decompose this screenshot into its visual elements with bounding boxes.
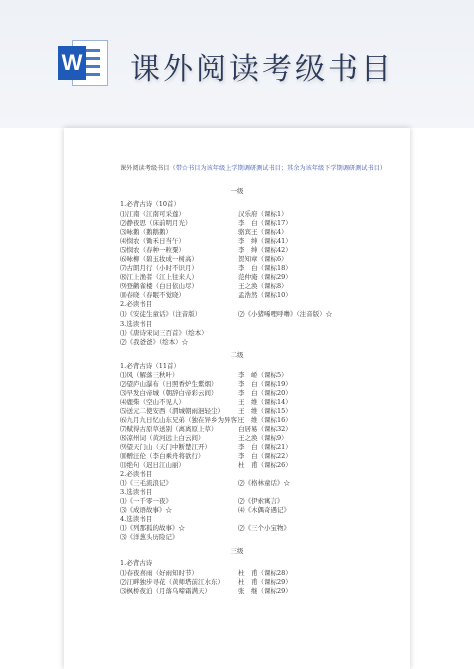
poem-author: 孟浩然（课标10）: [238, 291, 292, 299]
section-heading: 2.必读书目: [120, 470, 153, 478]
poem-title: ⑽春晓（春眠不觉晓）: [120, 291, 185, 299]
optional-book: ⑴《列那狐的故事》☆: [120, 524, 185, 532]
poem-author: 李 白（课标22）: [238, 452, 292, 460]
section-heading: 3.选读书目: [120, 320, 153, 328]
poem-title: ⑶早发白帝城（朝辞白帝彩云间）: [120, 389, 218, 397]
poem-title: ⑻江上渔者（江上往来人）: [120, 273, 198, 281]
poem-author: 范仲淹（课标29）: [238, 273, 292, 281]
poem-title: ⑼望天门山（天门中断楚江开）: [120, 443, 211, 451]
poem-author: 李 白（课标20）: [238, 389, 292, 397]
optional-book: ⑶《成语故事》☆: [120, 506, 172, 514]
poem-author: 王 维（课标15）: [238, 407, 292, 415]
document-page: [64, 128, 410, 669]
poem-title: ⑺赋得古原草送别（离离原上草）: [120, 425, 218, 433]
intro-note: 带☆书目为该年级上学期调研测试书目；其余为该年级下学期调研测试书目: [175, 165, 380, 172]
optional-book: ⑶《洋葱头历险记》: [120, 533, 179, 541]
poem-title: ⑽赠汪伦（李白乘舟将欲行）: [120, 452, 205, 460]
poem-title: ⑵静夜思（床前明月光）: [120, 219, 192, 227]
poem-author: 王之涣（课标8）: [238, 282, 288, 290]
word-doc-icon-letter: W: [58, 46, 86, 80]
poem-title: ⑺古朗月行（小时不识月）: [120, 264, 198, 272]
section-heading: 1.必背古诗: [120, 559, 153, 567]
section-heading: 1.必背古诗（10首）: [120, 200, 180, 208]
optional-book: ⑴《一千零一夜》: [120, 497, 172, 505]
poem-title: ⑻凉州词（黄河远上白云间）: [120, 434, 205, 442]
poem-title: ⑴春夜喜雨（好雨知时节）: [120, 569, 198, 577]
poem-author: 李 绅（课标41）: [238, 237, 292, 245]
poem-author: 王之涣（课标9）: [238, 434, 288, 442]
poem-author: 李 峤（课标5）: [238, 371, 288, 379]
banner-title: 课外阅读考级书目: [130, 52, 394, 87]
poem-author: 王 维（课标16）: [238, 416, 292, 424]
poem-author: 李 白（课标21）: [238, 443, 292, 451]
poem-title: ⑶枫桥夜泊（月落乌啼霜满天）: [120, 587, 211, 595]
poem-author: 王 维（课标14）: [238, 398, 292, 406]
poem-title: ⑷悯农（锄禾日当午）: [120, 237, 185, 245]
poem-title: ⑵望庐山瀑布（日照香炉生紫烟）: [120, 380, 218, 388]
poem-author: 贺知章（课标6）: [238, 255, 288, 263]
section-heading: 4.选读书目: [120, 515, 153, 523]
required-book: ⑵《格林童话》☆: [238, 479, 290, 487]
poem-author: 杜 甫（课标28）: [238, 569, 292, 577]
required-book: ⑴《三毛流浪记》: [120, 479, 172, 487]
optional-book: ⑵《伊索寓言》: [238, 497, 284, 505]
poem-author: 李 白（课标19）: [238, 380, 292, 388]
document-banner: [0, 0, 474, 128]
poem-author: 张 继（课标29）: [238, 587, 292, 595]
poem-author: 李 白（课标17）: [238, 219, 292, 227]
section-heading: 1.必背古诗（11首）: [120, 362, 180, 370]
grade-heading: 三级: [230, 547, 244, 555]
grade-heading: 一级: [230, 187, 244, 195]
poem-title: ⑸送元二使安西（渭城朝雨浥轻尘）: [120, 407, 224, 415]
required-book: ⑴《安徒生童话》（注音版）: [120, 310, 202, 318]
optional-book: ⑵《我爸爸》（绘本）☆: [120, 338, 189, 346]
optional-book: ⑵《三个小宝物》: [238, 524, 290, 532]
poem-title: ⑷鹿柴（空山不见人）: [120, 398, 185, 406]
poem-title: ⑶咏鹅（鹅鹅鹅）: [120, 228, 172, 236]
optional-book: ⑷《木偶奇遇记》: [238, 506, 290, 514]
poem-title: ⑹咏柳（碧玉妆成一树高）: [120, 255, 198, 263]
poem-author: 李 白（课标18）: [238, 264, 292, 272]
optional-book: ⑴《唐诗宋词三百首》（绘本）: [120, 329, 208, 337]
poem-title: ⑸悯农（春种一粒粟）: [120, 246, 185, 254]
poem-title: ⑹九月九日忆山东兄弟（独在异乡为异客）: [120, 416, 244, 424]
poem-title: ⑾绝句（迟日江山丽）: [120, 461, 185, 469]
poem-author: 杜 甫（课标26）: [238, 461, 292, 469]
section-heading: 3.选读书目: [120, 488, 153, 496]
poem-author: 汉乐府（课标1）: [238, 210, 288, 218]
poem-author: 骆宾王（课标4）: [238, 228, 288, 236]
poem-title: ⑴江南（江南可采莲）: [120, 210, 185, 218]
intro-end: ）: [379, 165, 387, 172]
intro-paragraph: [120, 164, 396, 174]
section-heading: 2.必读书目: [120, 300, 153, 308]
required-book: ⑵《小猪唏哩呼噜》（注音版）☆: [238, 310, 333, 318]
poem-author: 李 绅（课标42）: [238, 246, 292, 254]
poem-author: 白居易（课标32）: [238, 425, 292, 433]
word-doc-icon: [58, 40, 108, 86]
poem-title: ⑼登鹳雀楼（白日依山尽）: [120, 282, 198, 290]
poem-title: ⑴风（解落三秋叶）: [120, 371, 179, 379]
intro-text: 课外阅读考级书目（: [120, 165, 176, 172]
grade-heading: 二级: [230, 351, 244, 359]
poem-title: ⑵江畔独步寻花（黄师塔前江水东）: [120, 578, 224, 586]
poem-author: 杜 甫（课标29）: [238, 578, 292, 586]
